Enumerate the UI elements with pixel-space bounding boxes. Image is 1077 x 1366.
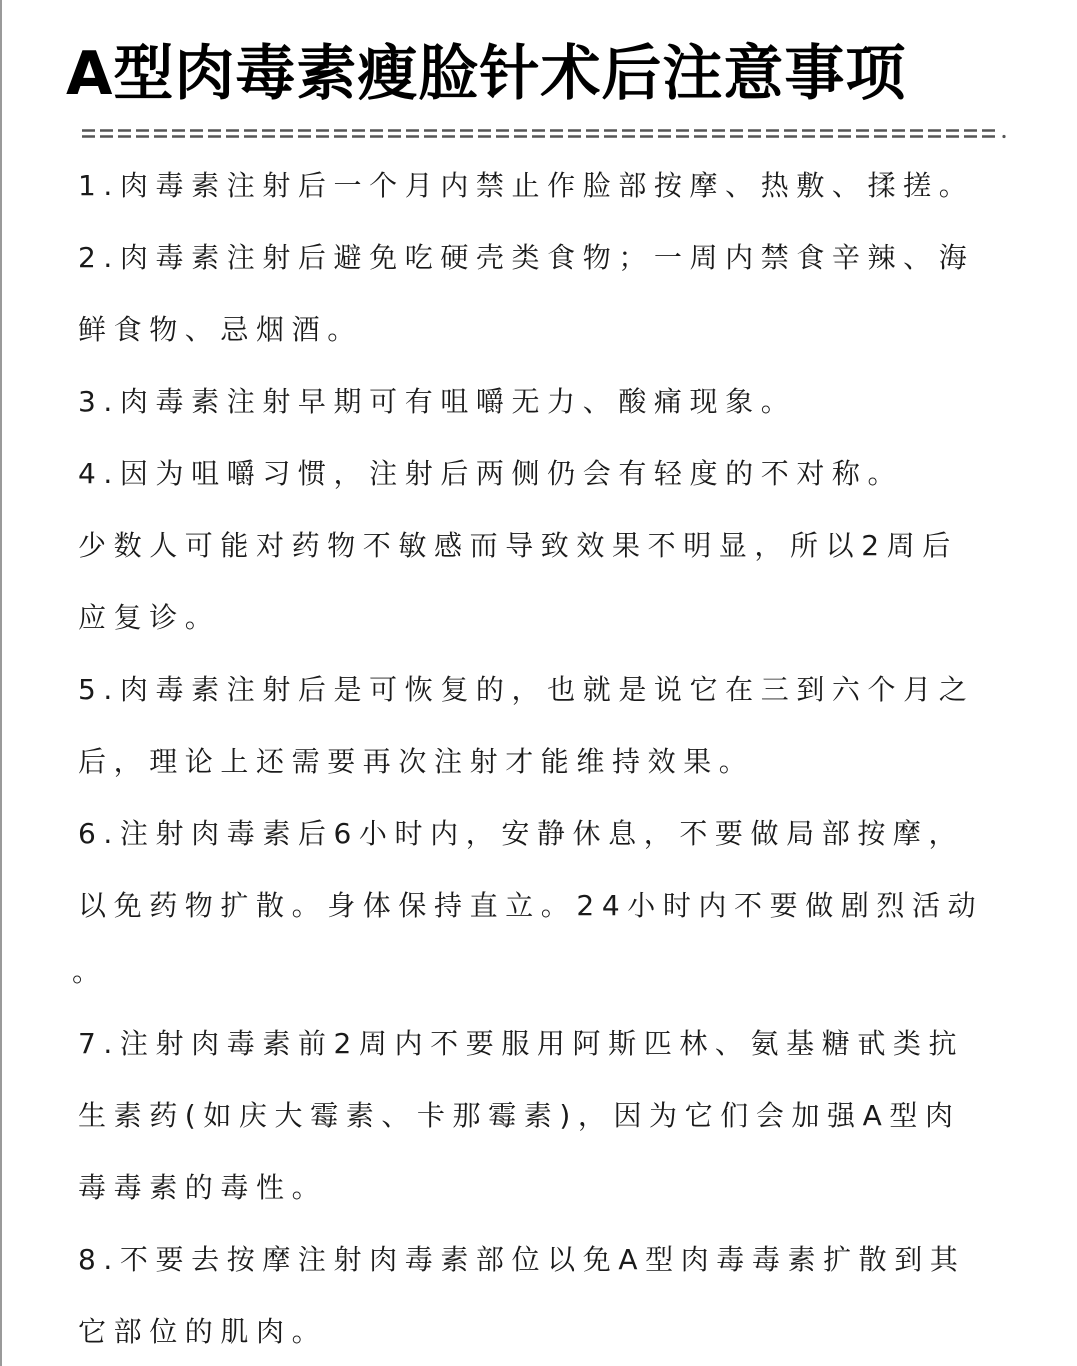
title-divider — [82, 128, 1007, 140]
note-item-6-trailing-period: 。 — [72, 955, 108, 988]
note-item-8-line-1: 8.不要去按摩注射肉毒素部位以免A型肉毒毒素扩散到其 — [78, 1243, 966, 1276]
note-item-6-line-3 — [72, 942, 1038, 1008]
note-item-1-line-1: 1.肉毒素注射后一个月内禁止作脸部按摩、热敷、揉搓。 — [78, 169, 975, 202]
page-left-border — [0, 0, 2, 1366]
note-item-4-line-3: 应复诊。 — [78, 601, 221, 634]
note-item-7-line-3: 毒毒素的毒性。 — [78, 1171, 328, 1204]
note-item-6-line-2: 以免药物扩散。身体保持直立。24小时内不要做剧烈活动 — [78, 889, 984, 922]
note-item-6-line-1: 6.注射肉毒素后6小时内，安静休息，不要做局部按摩， — [78, 817, 965, 850]
note-item-5-line-1: 5.肉毒素注射后是可恢复的，也就是说它在三到六个月之 — [78, 673, 975, 706]
note-item-3-line-1: 3.肉毒素注射早期可有咀嚼无力、酸痛现象。 — [78, 385, 797, 418]
note-item-7-line-2: 生素药(如庆大霉素、卡那霉素)，因为它们会加强A型肉 — [78, 1099, 961, 1132]
page-title: A型肉毒素瘦脸针术后注意事项 — [66, 39, 907, 109]
note-item-4-line-1: 4.因为咀嚼习惯，注射后两侧仍会有轻度的不对称。 — [78, 457, 904, 490]
note-item-7-line-1: 7.注射肉毒素前2周内不要服用阿斯匹林、氨基糖甙类抗 — [78, 1027, 965, 1060]
notes-list — [72, 150, 1038, 1366]
note-item-2-line-1: 2.肉毒素注射后避免吃硬壳类食物；一周内禁食辛辣、海 — [78, 241, 975, 274]
note-item-8-line-2: 它部位的肌肉。 — [78, 1315, 328, 1348]
note-item-2-line-2: 鲜食物、忌烟酒。 — [78, 313, 363, 346]
note-item-4-line-2: 少数人可能对药物不敏感而导致效果不明显，所以2周后 — [78, 529, 958, 562]
note-item-5-line-2: 后，理论上还需要再次注射才能维持效果。 — [78, 745, 755, 778]
